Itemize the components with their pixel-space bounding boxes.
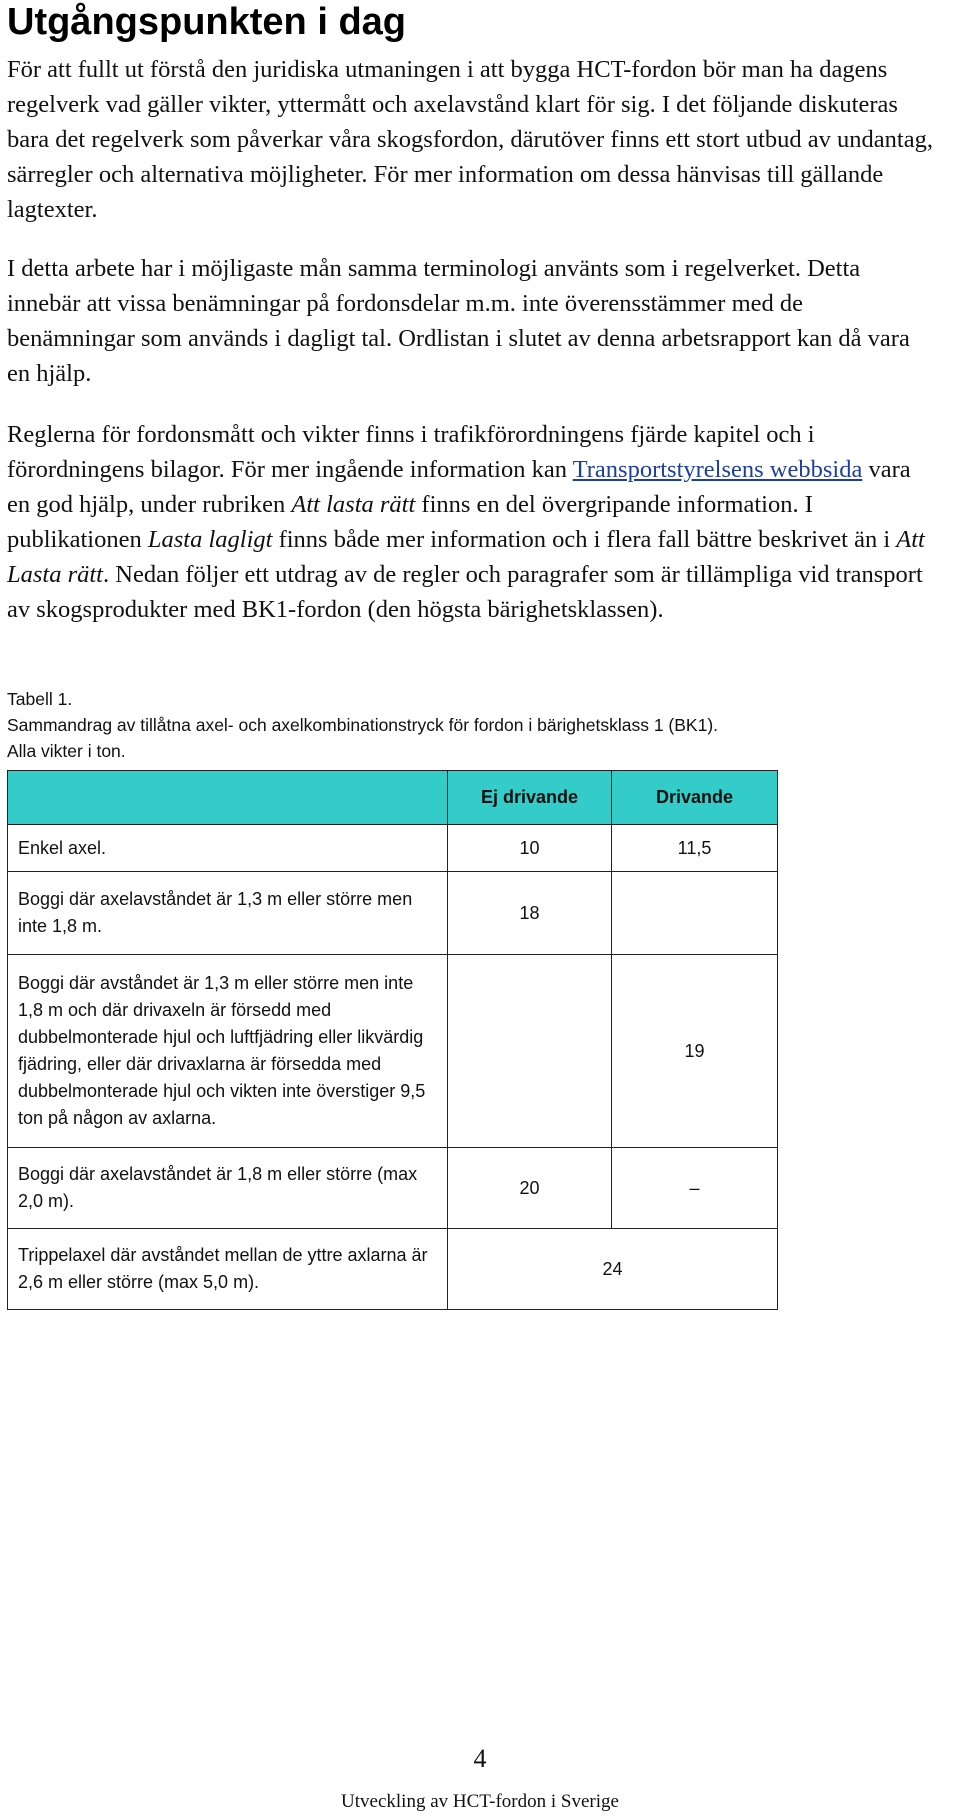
header-ej-drivande: Ej drivande — [448, 771, 612, 825]
cell-boggi-1-drivande — [612, 872, 778, 955]
caption-line-3: Alla vikter i ton. — [7, 741, 126, 761]
cell-enkel-ej-drivande: 10 — [448, 825, 612, 872]
cell-enkel-drivande: 11,5 — [612, 825, 778, 872]
page-footer: Utveckling av HCT-fordon i Sverige — [341, 1791, 619, 1812]
table-caption — [7, 686, 718, 764]
header-cell-empty — [8, 771, 448, 825]
row-label-trippelaxel: Trippelaxel där avståndet mellan de yttre axlarna är 2,6 m eller större (max 5,0 m). — [8, 1229, 448, 1310]
row-label-boggi-2: Boggi där avståndet är 1,3 m eller större men inte 1,8 m och där drivaxeln är försedd med dubbelmonterade hjul och luftfjädring eller likvärdig fjädring, eller där drivaxlarna är försedda med dubbelmonterade hjul och vikten inte överstiger 9,5 ton på någon av axlarna. — [8, 955, 448, 1148]
caption-line-2: Sammandrag av tillåtna axel- och axelkombinationstryck för fordon i bärighetsklass 1 (BK1). — [7, 715, 719, 735]
paragraph-3-text-b: vara en god hjälp, under rubriken — [7, 456, 911, 518]
table-row — [8, 825, 778, 872]
table-header-row — [8, 771, 778, 825]
row-label-enkel-axel: Enkel axel. — [8, 825, 448, 872]
page-number: 4 — [473, 1744, 487, 1773]
axle-weight-table — [7, 770, 778, 1310]
table-row — [8, 1229, 778, 1310]
paragraph-1: För att fullt ut förstå den juridiska utmaningen i att bygga HCT-fordon bör man ha dagens regelverk vad gäller vikter, yttermått och axelavstånd klart för sig. I det följande diskuteras bara det regelverk som påverkar våra skogsfordon, därutöver finns ett stort utbud av undantag, särregler och alternativa möjligheter. För mer information om dessa hänvisas till gällande lagtexter. — [7, 56, 933, 223]
paragraph-3-text-d: finns både mer information och i flera fall bättre beskrivet än i — [272, 526, 897, 553]
table-row — [8, 955, 778, 1148]
caption-line-1: Tabell 1. — [7, 689, 73, 709]
transportstyrelsen-link[interactable]: Transportstyrelsens webbsida — [572, 456, 863, 483]
att-lasta-ratt-title-2: Att Lasta rätt — [7, 526, 925, 588]
cell-boggi-3-ej-drivande: 20 — [448, 1148, 612, 1229]
page-heading: Utgångspunkten i dag — [7, 1, 406, 43]
lasta-lagligt-title: Lasta lagligt — [147, 526, 273, 553]
paragraph-3 — [7, 417, 933, 627]
table-row — [8, 872, 778, 955]
cell-boggi-3-drivande: – — [612, 1148, 778, 1229]
paragraph-3-text-c: finns en del övergripande information. I publikationen — [7, 491, 813, 553]
paragraph-2: I detta arbete har i möjligaste mån samma terminologi använts som i regelverket. Detta innebär att vissa benämningar på fordonsdelar m.m. inte överensstämmer med de benämningar som används i dagligt tal. Ordlistan i slutet av denna arbetsrapport kan då vara en hjälp. — [7, 255, 910, 387]
row-label-boggi-1: Boggi där axelavståndet är 1,3 m eller större men inte 1,8 m. — [8, 872, 448, 955]
paragraph-3-text-a: Reglerna för fordonsmått och vikter finns i trafikförordningens fjärde kapitel och i förordningens bilagor. För mer ingående information kan — [7, 421, 815, 483]
cell-boggi-1-ej-drivande: 18 — [448, 872, 612, 955]
table-row — [8, 1148, 778, 1229]
att-lasta-ratt-title: Att lasta rätt — [291, 491, 416, 518]
cell-boggi-2-drivande: 19 — [612, 955, 778, 1148]
paragraph-3-text-e: . Nedan följer ett utdrag av de regler och paragrafer som är tillämpliga vid transport av skogsprodukter med BK1-fordon (den högsta bärighetsklassen). — [7, 561, 923, 623]
cell-trippelaxel-value: 24 — [448, 1229, 778, 1310]
row-label-boggi-3: Boggi där axelavståndet är 1,8 m eller större (max 2,0 m). — [8, 1148, 448, 1229]
header-drivande: Drivande — [612, 771, 778, 825]
cell-boggi-2-ej-drivande — [448, 955, 612, 1148]
